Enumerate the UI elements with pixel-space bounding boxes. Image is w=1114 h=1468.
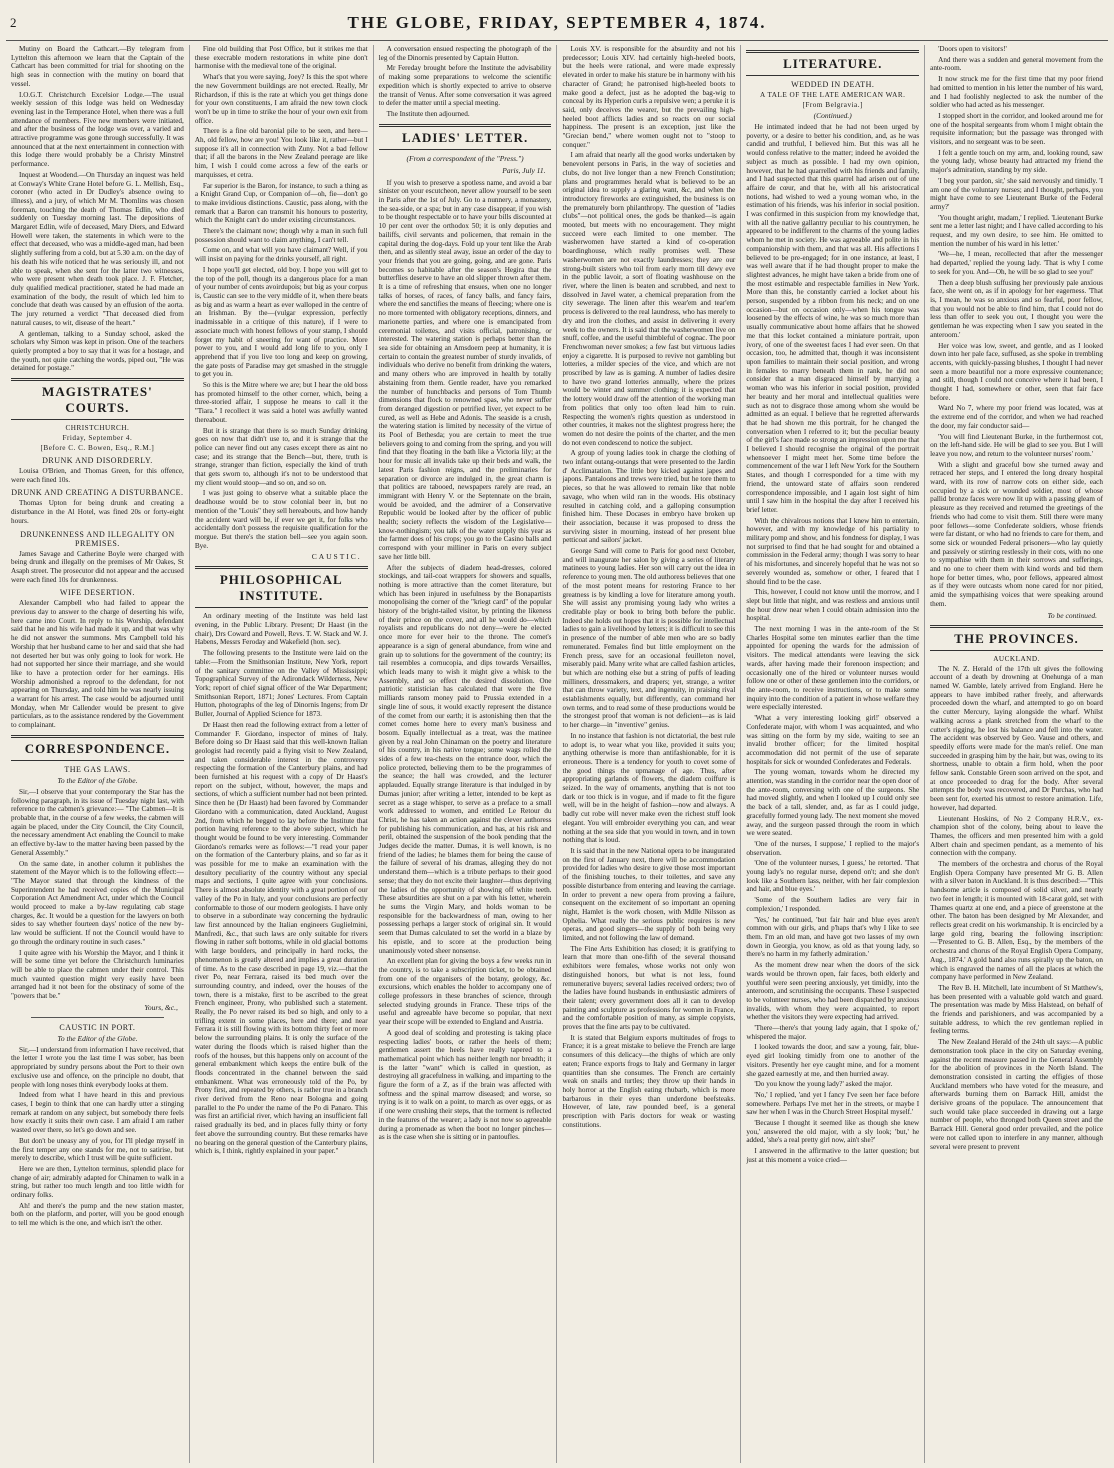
- paragraph: As the moment drew near when the doors of the sick wards would be thrown open, fair faces, both elderly and youthful were seen peering anxiously, yet timidly, into the anteroom, and scrutinising the occupants. These I suspected to be volunteer nurses, who had been dispatched by anxious invalids, with whom they were acquainted, to report whether the visitors they were expecting had arrived.: [746, 961, 920, 1022]
- masthead: [6, 6, 1108, 41]
- paragraph: The Institute then adjourned.: [386, 109, 470, 118]
- paragraph: 'Because I thought it seemed like as though she knew you,' answered the old major, with a sly look; 'but,' he added, 'she's a real pretty girl now, ain't she?': [746, 1119, 920, 1145]
- column-3: [374, 45, 558, 1463]
- paragraph: The Rev B. H. Mitchell, late incumbent of St Matthew's, has been presented with a valuable gold watch and guard. The presentation was made by Miss Halstead, on behalf of the friends and parishioners, and was accompanied by a suitable address, to which the rev gentleman replied in feeling terms.: [930, 983, 1103, 1036]
- paragraph: Here we are then, Lyttelton terminus, splendid place for change of air; admirably adapted for Chinamen to walk in a string, but rather too much length and too little width for ordinary folks.: [11, 1164, 184, 1200]
- paragraph: Come on, and what will you have claimant? Well, if you will insist on paying for the drinks yourself, all right.: [194, 246, 368, 264]
- paragraph: The N. Z. Herald of the 17th ult gives the following account of a death by drowning at Onehunga of a man named W. Gamble, lately arrived from England. Here he appears to have imbibed rather freely, and afterwards proceeded down the wharf, and attempted to go on board the cutter Mercury, laying alongside the wharf. Whilst walking across a plank stretched from the wharf to the cutter's rigging, he lost his balance and fell into the water. The accident was observed by Geo. Vause and others, and speedily efforts were made for the man's relief. One man succeeded in grasping him by the hair, but was, owing to its shortness, unable to obtain a firm hold, when the poor fellow sank. Constable Green soon arrived on the spot, and at once proceeded to drag for the body. After several attempts the body was recovered, and Dr Purchas, who had been sent for, exerted his utmost to restore animation. Life, however, had departed.: [930, 664, 1103, 812]
- paragraph: Dr Haast then read the following extract from a letter of Commander F. Giordano, inspector of mines of Italy. Before doing so Dr Haast said that this well-known Italian geologist had recently paid a flying visit to New Zealand, and taken considerable interest in the controversy respecting the formation of the Canterbury plains, and had been furnished at his request with a copy of Dr Haast's report on the subject, without, however, the maps and sections, of which a sufficient number had not been printed. Since then he (Dr Haast) had been favored by Commander Giordano with a communication, dated Auckland, August 2nd, from which he begged to lay before the Institute that portion having reference to the above subject, which he thought would be found to be very interesting. Commander Giordano's remarks were as follows:—"I read your paper on the formation of the Canterbury plains, and so far as it was possible for me to make an examination with the desultory peculiarity of the country without any special maps and sections, I quite agree with your conclusions. There is almost absolute identity with a great portion of our valley of the Po in Italy, and your conclusions are perfectly conformable to those of our modern geologists. I have only to observe in a subordinate way concerning the hydraulic law first announced by the Italian engineers Guglielmini, Manfredi, &c., that such laws are only suitable for rivers flowing in rather soft bottoms, while in old glacial bottoms with large boulders, and principally in hard rocks, the phenomenon is greatly altered and implies a great duration of time. As to the case described in page 19, viz.—that the river Po, near Ferrara, raised its bed much over the surrounding country, and indeed, over the houses of the town, there is a mistake, first to be ascribed to the great French engineer, Prony, who published such a statement. Really, the Po never raised its bed so high, and only to a trifling extent in some places, here and there; and near Ferrara it is still flowing with its bottom thirty feet or more below the surrounding plains. It is only the surface of the water during the floods which is raised higher than the roofs of the houses, but this happens only on account of the general embankment which keeps the entire bulk of the floods concentrated in the channel between the said embankment. What was erroneously told of the Po, by Prony first, and repeated by others, is rather true in a branch river derived from the Reno near Bologna and going parallel to the Po under the name of the Po di Panaro. This was first an artificial river, which having an insufficient fall raised gradually its bed, and in places fully thirty or forty feet above the surrounding country. But these remarks have no bearing on the general question of the Canterbury plains, which is, I think, rightly explained in your paper.": [194, 720, 368, 1156]
- paragraph: I felt a gentle touch on my arm, and, looking round, saw the young lady, whose beauty had attracted my friend the major's admiration, standing by my side.: [930, 148, 1103, 175]
- section-heading: CORRESPONDENCE.: [11, 735, 184, 761]
- paragraph: Far superior is the Baron, for instance, to such a thing as a Knight Grand Cup, or Companion of—oh, fie—don't go to make invidious distinctions. Caustic, pass along, with the remark that a Baron can transmit his honours to posterity, which the Knight can't do under existing circumstances.: [194, 181, 368, 225]
- paragraph: James Savage and Catherine Boyle were charged with being drunk and illegally on the premises of Mr Oakes, St Asaph street. The prosecutor did not appear and the accused were each fined 10s for drunkenness.: [11, 549, 184, 584]
- paragraph: In no instance that fashion is not dictatorial, the best rule to adopt is, to wear what you like, provided it suits you; anything otherwise is more than antifashionable, for it is erroneous. There is a tendency for youth to covet some of the good things the upmanage of age. Thus, after appropriating garlands of flowers, the diadem coiffure is seized. In the way of ornaments, anything that is not too dark or too thick is in vogue, and if made to fit the figure well, will be in the height of fashion—now and always. A badly cut robe will never make even the richest stuff look elegant. You will embroider everything you can, and wear nothing at the sea side that you would in town, and in town nothing that is loud.: [562, 731, 736, 845]
- case-heading: DRUNK AND DISORDERLY.: [42, 456, 153, 466]
- paragraph: What's that you were saying, Joey? Is this the spot where the new Government buildings are not erected. Really, Mr Richardson, if this is the rate at which you get things done for your own constituents, I am afraid the new town clock won't be up in time to strike the hour of your own exit from office.: [194, 73, 368, 125]
- paragraph: This, however, I could not know until the morrow, and I slept but little that night, and was restless and anxious until the hour drew near when I could obtain admission into the hospital.: [746, 588, 920, 623]
- paragraph: George Sand will come to Paris for good next October, and will inaugurate her salon by giving a series of literary matinees to young ladies. Her son will carry out the idea in reference to young men. The old authoress believes that one of the most potent means for restoring France to her greatness is by kindling a love for literature among youth. She will assist any promising young lady who writes a creditable play or book to bring both before the public. Indeed she holds out hopes that it is possible for intellectual ladies to gain a livelihood by letters; it is difficult to see this in presence of the number of able men who are so badly remunerated. Females find but little employment on the French press, save for an occasional feuilleton novel, miserably paid. Many write what are called fashion articles, but which are nothing else but a string of puffs of leading milliners, dressmakers, and drapers; yet, strange, a writer that can throw variety, text, and ingenuity, in praising rival establishments equally, but differently, can command her own terms, and to read some of these productions would be the strongest proof that woman is not deficient—as is laid to her charge—in "inventive" genius.: [562, 547, 736, 730]
- section-heading: THE PROVINCES.: [930, 625, 1103, 651]
- story-source: [From Belgravia.]: [802, 101, 863, 109]
- paragraph: Thomas Upton for being drunk and creating a disturbance in the Al Hotel, was fined 20s or forty-eight hours.: [11, 499, 184, 525]
- paragraph: Ward No 7, where my poor friend was located, was at the extreme end of the corridor, and when we had reached the door, my fair conductor said—: [930, 404, 1103, 430]
- story-continued: (Continued.): [813, 111, 852, 120]
- story-subtitle: A TALE OF THE LATE AMERICAN WAR.: [760, 91, 906, 99]
- paragraph: Then a deep blush suffusing her previously pale anxious face, she went on, as if in apology for her eagerness. 'That is, I mean, he was so anxious and so fearful, poor fellow, that you would not be able to find him, that I could not do less than offer to seek you out, I thought you were the gentleman he was expecting when I saw you seated in the anteroom.': [930, 278, 1103, 339]
- paragraph: After the subjects of diadem head-dresses, colored stockings, and tail-coat wrappers for showers and squalls, nothing is more attractive than the comet literature, but which has been injured in usefulness by the Bonapartists monopolising the corner of the "kriegt card" of the popular history of the bright-tailed visitor, by printing the likeness of their prince on the cover, and all he would do—which royalists and republicans do not deny—were he elected once more for ever heir to the throne. The comet's appearance is a sign of general abundance, from wine and grain up to solutions for the government of the country; its tail resembles a cornucopia, and dips towards Versailles, which leads many to wish it might give a whisk to the Assembly, and so effect the desired dissolution. One patriotic statistician has calculated that were the five milliards ransom money paid to Prussia extended in a single line of sous, it would exactly represent the distance of the comet from our earth; it is astonishing then that the comet comes home here to every man's business and bosom. Equally intellectual as a treat, was the matinee given by a real John Chinaman on the poetry and literature of his country, in his native tongue; some wags rolled the sides of a few tea-chests on the entrance door, which the police protected, believing them to be the programmes of the seance; the hall was crowded, and the lecturer applauded. Equally strange literature is that indulged in by Dumas junior; after writing a letter, intended to be kept as secret as a stage whisper, to serve as a preface to a small work addressed to women, and entitled Le Retour du Christ, he has taken an action against the clever authoress for publishing his communication, and has, at his risk and peril, obtained the suspension of the book pending that the Judges decide the matter. Dumas, it is well known, is no friend of the ladies; he blames them for being the cause of the failure of several of his dramas, alleging they do not understand them—which is a tribute perhaps to their good sense; that they do not excite their laughter—thus depriving the ladies of the opportunity of showing off white teeth. These absurdities are shut on a par with his letter, wherein he sums the Virgin Mary, and holds woman to be responsible for the backwardness of man, owing to her possessing perhaps a larger stock of original sin. It would seem that Dumas calculated to set the world in a blaze by his epistle, and to score at the production being unanimously voted sheer nonsense.: [378, 563, 552, 955]
- paragraph: An ordinary meeting of the Institute was held last evening, in the Public Library. Present; Dr Haast (in the chair), Drs Coward and Powell, Revs. T. W. Stack and W. J. Habens, Messrs Feroday and Wakefield (hon. sec).: [194, 612, 368, 647]
- paragraph: 'Doors open to visitors!': [938, 45, 1007, 53]
- column-5: [741, 45, 925, 1463]
- case-heading: DRUNKENNESS AND ILLEGALITY ON PREMISES.: [20, 529, 175, 548]
- paragraph: Indeed from what I have heard in this and previous cases, I begin to think that one can hardly utter a stinging remark at random on any subject, but somebody there feels how exactly it suits their own case. I am afraid I am rather wasted over there, so let's go down and see.: [11, 1091, 184, 1135]
- column-6: [925, 45, 1108, 1463]
- paragraph: The Fine Arts Exhibition has closed; it is gratifying to learn that more than one-fifth of the several thousand exhibitors were females, whose works not only won distinguished honors, but what is not less, found remunerative buyers; several ladies received orders; two of the ladies have found husbands in enthusiastic admirers of their talent; every government does all it can to develop painting and sculpture as professions for women in France, and the comfortable position of many, as simple copyists, proves that the fine arts pay to be cultivated.: [562, 944, 736, 1032]
- letter-title: CAUSTIC IN PORT.: [59, 1022, 136, 1032]
- paragraph: 'One of the volunteer nurses, I guess,' he retorted. 'That young lady's no regular nurse, depend on't; and she don't look like a Southern lass, neither, with her fair complexion and hair, and blue eyes.': [746, 859, 920, 894]
- paragraph: So this is the Mitre where we are; but I hear the old boss has promoted himself to the other corner, which, being a three-storied affair, I suppose he means to call it the "Tiara." I recollect it was said a hotel was awfully wanted thereabout.: [194, 381, 368, 424]
- paragraph: 'You will find Lieutenant Burke, in the furthermost cot, on the left-hand side. He will be glad to see you. But I will leave you now, and return to the volunteer nurses' room.': [930, 432, 1103, 458]
- story-continued: To be continued.: [1047, 610, 1097, 620]
- paragraph: On the same date, in another column it publishes the statement of the Mayor which is to the following effect:— "The Mayor stated that through the kindness of the Superintendent he had received copies of the Municipal Corporation Act Amendment Act, under which the Council would proceed to make a by-law regulating cab stage charges, &c. It would be a question for the lawyers on both sides to say whether fourteen days' notice of the new by-law would be sufficient. If not the Council would have to go through the ordinary routine in such cases.": [11, 859, 184, 946]
- province-name: AUCKLAND.: [993, 654, 1040, 663]
- paragraph: 'No,' I replied, 'and yet I fancy I've seen her face before somewhere. Perhaps I've met her in the streets, or maybe I saw her when I was in the Church Street Hospital myself.': [746, 1090, 920, 1117]
- paragraph: Louis XV. is responsible for the absurdity and not his predecessor; Louis XIV. had certainly high-heeled boots, but the heels were rational, and were made expressly elevated in order to make his stature be in harmony with his character of Grand; he patronised high-heeled boots to make good a defect, just as he adopted the bag-wig to conceal by its Hyperion curls a repulsive wen; a peruke it is said, only deceives the wearer, but the prevailing high-heeled boot afflicts ladies and so reacts on our social happiness. The present is an exception, just like the "Grecian bend," where women ought not to "stoop to conquer.": [562, 45, 736, 149]
- paragraph: It now struck me for the first time that my poor friend had omitted to mention in his letter the number of his ward, and I had foolishly neglected to ask the number of the soldier who had acted as his messenger.: [930, 75, 1103, 110]
- section-heading: PHILOSOPHICAL INSTITUTE.: [195, 566, 368, 608]
- letter-salutation: To the Editor of the Globe.: [57, 1033, 138, 1043]
- story-title: WEDDED IN DEATH.: [791, 80, 875, 89]
- column-1: [6, 45, 190, 1463]
- court-date: Friday, September 4.: [62, 434, 133, 443]
- dateline: Paris, July 11.: [502, 165, 546, 175]
- paragraph: 'What a very interesting looking girl!' observed a Confederate major, with whom I was acquainted, and who was sitting on the form by my side, waiting to see an invalid brother officer; for the limited hospital accommodation did not permit of the use of separate hospitals for sick or wounded Confederates and Federals.: [746, 714, 920, 766]
- paragraph: The members of the orchestra and chorus of the Royal English Opera Company have presented Mr G. B. Allen with a silver baton in Auckland. It is thus described:—"This handsome article is composed of solid silver, and nearly two feet in length; it is mounted with 18-carat gold, set with Thames quartz at one end, and a piece of greenstone at the other. The baton has been designed by Mr Alexander, and reflects great credit on his workmanship. It is encircled by a large gold ring, bearing the following inscription:—'Presented to G. B. Allen, Esq., by the members of the orchestra and chorus of the Royal English Opera Company, Aug., 1874.' A gold band also runs spirally up the baton, on which is engraved the names of all the places at which the company have performed in New Zealand.: [930, 860, 1103, 982]
- paragraph: I was just going to observe what a suitable place the deadhouse would be to stow colonial beer in, but no mention of the "Louis" they sell hereabouts, and how handy the accident ward will be, if ever we get it, for folks who accidentally don't possess the requisite qualification for the morgue. But there's the station bell—see you again soon. Bye.: [194, 489, 368, 550]
- court-bench: [Before C. C. Bowen, Esq., R.M.]: [40, 444, 155, 453]
- paragraph: With the chivalrous notions that I knew him to entertain, however, and with my knowledge of his partiality to military pomp and show, and his fondness for display, I was not surprised to find that he had sought for and obtained a commission in the Federal army; though I was sorry to hear of his misfortunes, and sincerely hopeful that he was not so severely wounded as, somehow or other, I feared that I should find to be the case.: [746, 516, 920, 586]
- paragraph: It is stated that Belgium exports multitudes of frogs to France; it is a great mistake to believe the French are large consumers of this delicacy—the thighs of which are only eaten; France exports frogs to Italy and Germany in larger quantities than she consumes. The French are certainly weak on snails and turtles; they throw up their hands in holy horror at the English eating rhubarb, which is more barbarous in their eyes than underdone beefsteaks. However, of late, raw pounded beef, is a general prescription with Paris doctors for weak or wasting constitutions.: [562, 1033, 736, 1129]
- section-heading: LITERATURE.: [746, 50, 919, 76]
- paragraph: A conversation ensued respecting the photograph of the leg of the Dinornis presented by Captain Hutton.: [378, 45, 552, 62]
- paragraph: I hope you'll get elected, old boy. I hope you will get to the top of the poll, though its a dangerous place for a man of your number of cents avoirdupois; but big as your corpus is, Caustic can see to the very middle of it, when there beats as big and as warm a heart as ever walloped in the centre of an Irishman. By the—(vulgar expression, perfectly inadmissable in a critique of this nature), if I were to associate much with honest fellows of your stamp, I should forget my habit of sneering for want of practice. More power to you, and I would add long life to you, only I apprehend that if you live too long and keep on growing, the gate posts of Paradise may get smashed in the struggle to get you in.: [194, 265, 368, 379]
- paragraph: Ah! and there's the pump and the new station master, both on the platform, and porter, will you be good enough to tell me which is the one, and which isn't the other.: [11, 1201, 184, 1228]
- author-signoff: CAUSTIC.: [311, 552, 362, 562]
- paragraph: Mr Fereday brought before the Institute the advisability of making some preparations to welcome the scientific expedition which is shortly expected to arrive to observe the transit of Venus. After some conversation it was agreed to defer the matter until a special meeting.: [378, 64, 552, 108]
- paragraph: But it is strange that there is so much Sunday drinking goes on now that didn't use to, and it is strange that the police can never find out any cases except there as aint no case; and its strange that the Bench—but, there, truth is strange, stranger than fiction, especially the kind of truth that gets sworn to, although it's not to be understood that my client would stoop—and so on, and so on.: [194, 426, 368, 487]
- paragraph: The New Zealand Herald of the 24th ult says:—A public demonstration took place in the city on Saturday evening, against the recent measure passed in the General Assembly for the abolition of provinces in the North Island. The demonstration consisted in carting the effigies of those Auckland members who have voted for the measure, and afterwards burning them on Barrack Hill, amidst the derisive groans of the populace. The announcement that such would take place succeeded in drawing out a large number of people, who thronged both Queen street and the Barrack Hill. General good order prevailed, and the police were not called upon to interfere in any manner, although several were present to prevent: [930, 1038, 1103, 1151]
- paragraph: Louisa O'Brien, and Thomas Green, for this offence, were each fined 10s.: [11, 467, 184, 484]
- paragraph: 'We—he, I mean, recollected that after the messenger had departed,' replied the young lady. 'That is why I come to seek for you. And—Oh, he will be so glad to see you!': [930, 250, 1103, 276]
- newspaper-title: THE GLOBE, FRIDAY, SEPTEMBER 4, 1874.: [347, 13, 767, 32]
- section-heading: MAGISTRATES' COURTS.: [11, 378, 184, 420]
- paragraph: An excellent plan for giving the boys a few weeks run in the country, is to take a subscription ticket, to be obtained from one of the organisers of the botany, geology, &c. excursions, which enables the holder to accompany one of college professors in these branches of science, through selected studying grounds in France. These trips of the useful and agreeable have become so popular, that next year their scope will be extended to England and Austria.: [378, 957, 552, 1027]
- letter-salutation: To the Editor of the Globe.: [57, 775, 138, 785]
- paragraph: But don't be uneasy any of you, for I'll pledge myself in the first temper any one stands for me, not to satirise, but merely to describe, which I trust will be quite sufficient.: [11, 1136, 184, 1163]
- paragraph: Sir,—I understand from information I have received, that the letter I wrote you the last time I was sober, has been appropriated by sundry persons about the Port to their own exclusive use and offence, on the principle no doubt, that people with long noses think everybody looks at them.: [11, 1045, 184, 1089]
- columns: [6, 45, 1108, 1463]
- paragraph: If you wish to preserve a spotless name, and avoid a bar sinister on your escutcheon, never allow yourself to be seen in Paris after the 1st of July. Go to a nunnery, a monastery, the sea-side, or a spa; but in any case disappear, if you wish to be thought respectable or to have your bills discounted at 10 per cent over the orthodox 50; it is only deputies and bailiffs, civil servants and policemen, that remain in the capital during the dog-days. Fold up your tent like the Arab then, and as silently steal away, issue an order of the day to your friends that you are going, going, and are gone. Paris becomes so habitable after the season's Hegira that the butterflies deserve to have an old slipper thrown after them. It is a time of refreshing that ensues, when one no longer talks of horses, of races, of fancy balls, and fancy fairs, where the end sanctifies the means of fleecing; where one is no more tormented with obligatory receptions, dinners, and marionette parties, and where one is emancipated from ceremonial toilettes, and visits official, patronising, or interested. The watering station is perhaps better than the sea side for obtaining an Amsdoem peep at humanity, it is certain to contain the greatest number of sturdy invalids, of individuals who derive no benefit from drinking the waters, and many others who are improved in health by totally abstaining from them. Gentle reader, have you remarked the number of hunchbacks and persons of Tom Thumb dimensions that flock to renowned spas, who never suffer from deranged digestion or petrified liver, yet expect to be cured, as well as Hebe and Adonis. The seaside is a crush, the watering station is limited by necessity of the virtue of its Pool of Bethesda; you are certain to meet the true believers going to and coming from the spring, and you will find that they floating in the bath like a Victoria lily; at the hour for music all invalids take up their beds and walk, the latest Paris fashion reigns, and the preliminaries for separation or divorce are indulged in, the great charm is that politics are tabooed, newspapers rarely are read, an immigrant with Henry V. or the Septennate on the brain, would be avoided, and the admirer of a Conservative Republic would be looked after by the officer of public health; society reflects the wisdom of the Legislative—know-nothingism; you talk of the water supply this year as the farmer does of his crops; you go to the Casino balls and correspond with your milliner in Paris on every subject save her little bill.: [378, 178, 552, 561]
- letter-signoff: Yours, &c.,: [144, 1002, 178, 1012]
- paragraph: Fine old building that Post Office, but it strikes me that these execrable modern restorations in white pine don't harmonise with the medieval tone of the original.: [194, 45, 368, 71]
- paragraph: The following presents to the Institute were laid on the table:—From the Smithsonian Institute, New York, report of the sanitary committee on the Valley of Mississippi; Topographical Survey of the Adirondack Wilderness, New York; report of chief signal officer of the War Department; Smithsonian Report, 1871; Jones' Lectures. From Captain Hutton, photographs of the leg of Dinornis Ingens; from Dr Buller, Journal of Applied Science for 1873.: [194, 649, 368, 719]
- case-heading: DRUNK AND CREATING A DISTURBANCE.: [11, 488, 184, 498]
- section-heading: LADIES' LETTER.: [379, 124, 552, 150]
- paragraph: With a slight and graceful bow she turned away and retraced her steps, and I entered the long dreary hospital ward, with its row of narrow cots on either side, each occupied by a sick or wounded soldier, most of whose pallid bronze faces were now lit up with a passing gleam of pleasure as they received and returned the greetings of the friends who had come to visit them. Still there were many poor fellows—some Confederate soldiers, whose friends were far distant, or who had no friends to care for them, and some sick or wounded Federal prisoners—who lay quietly and passively or stirring restlessly in their cots, with no one to sympathise with them in their sorrows and sufferings, and no one to cheer them with kind words and bid them hope for better times, who, poor fellows, appeared almost as if they were outcasts whom none cared for nor pitied, amid the sympathising voices that were speaking around them.: [930, 460, 1103, 608]
- paragraph: The next morning I was in the ante-room of the St Charles Hospital some ten minutes earlier than the time appointed for opening the wards for the admission of visitors. The medical attendants were leaving the sick wards, after having made their forenoon inspection; and occasionally one of the hired or volunteer nurses would follow one or other of these gentlemen into the corridors, or the ante-room, to receive instructions, or to make some inquiry into the condition of a patient in whose welfare they were especially interested.: [746, 625, 920, 712]
- section-subheading: (From a correspondent of the "Press."): [406, 153, 524, 163]
- paragraph: Mutiny on Board the Cathcart.—By telegram from Lyttelton this afternoon we learn that the Captain of the Cathcart has been committed for trial for shooting on the high seas in connection with the mutiny on board that vessel.: [11, 45, 184, 88]
- paragraph: Inquest at Woodend.—On Thursday an inquest was held at Conway's White Crane Hotel before G. L. Mellish, Esq., coroner (who acted in Dr Dudley's absence owing to illness), and a jury, of which Mr M. Thomlins was chosen foreman, touching the death of Thomas Edlin, who died suddenly on Tuesday morning last. The depositions of Margaret Edlin, wife of deceased, Mary Diers, and Edward Howell were taken, the statements in which were to the effect that deceased, who was a middle-aged man, had been slightly suffering from a cold, but at 5.30 a.m. on the day of his death his wife noticed that he was seriously ill, and not able to speak, when she sent for the latter two witnesses, who were present when death took place. J. F. Fletcher, duly qualified medical practitioner, stated he had made an examination of the body, the result of which led him to conclude that death was caused by an effusion of the aorta. The jury returned a verdict "That deceased died from natural causes, to wit, disease of the heart.": [11, 170, 184, 327]
- paragraph: And there was a sudden and general movement from the ante-room.: [930, 55, 1103, 73]
- paragraph: 'Some of the Southern ladies are very fair in complexion,' I responded.: [746, 896, 920, 913]
- paragraph: 'Do you know the young lady?' asked the major.: [754, 1080, 893, 1089]
- column-2: [190, 45, 374, 1463]
- paragraph: There's the claimant now; though why a man in such full possession should want to claim anything, I can't tell.: [194, 227, 368, 244]
- paragraph: I looked towards the door, and saw a young, fair, blue-eyed girl looking timidly from one to another of the visitors. Presently her eye caught mine, and for a moment she gazed earnestly at me, and then hurried away.: [746, 1043, 920, 1078]
- paragraph: Her voice was low, sweet, and gentle, and as I looked down into her pale face, suffused, as she spoke in trembling accents, with quickly-passing blushes, I thought I had never seen a more beautiful nor a more expressive countenance; and still, though I could not conceive where it had been, I thought I had, somewhere or other, seen that fair face before.: [930, 341, 1103, 402]
- paragraph: I answered in the affirmative to the latter question; but just at this moment a voice cried—: [746, 1147, 920, 1164]
- paragraph: Alexander Campbell who had failed to appear the previous day to answer to the charge of deserting his wife, here came into Court. In reply to his Worship, defendant said that he and his wife had made it up, and that was why he did not answer the summons. Mrs Campbell told his Worship that her husband came to her and said that she had not deserted her but was only going to look for work. He had not supported her since their marriage, and she would like to have a protection order for her earnings. His Worship admonished a reproof to the defendant, for not appearing on Thursday, and told him he was nearly issuing a warrant for his arrest. The case would be adjourned until Monday, when Mr Callender would be present to give particulars, as to the assistance rendered by the Government to complainant.: [11, 599, 184, 730]
- paragraph: A gentleman, talking to a Sunday school, asked the scholars why Simon was kept in prison. One of the teachers quietly prompted a boy to say that it was for a hostage, and the youth, not quite catching the words, piped out, "He was detained for postage.": [11, 329, 184, 373]
- paragraph: There is a fine old baronial pile to be seen, and here— Ah, old fellow, how are you! You look like it, rather—but I suppose it's all in connection with Zuny. Not a bad fellow that; if all the barons in the New Zealand peerage are like him, I wish I could come across a few of the earls or marquisses, et cetra.: [194, 127, 368, 179]
- paragraph: 'You thought aright, madam,' I replied. 'Lieutenant Burke sent me a letter last night; and I have called according to his request, and my own desire, to see him. He omitted to mention the number of his ward in his letter.': [930, 213, 1103, 248]
- paragraph: I.O.G.T. Christchurch Excelsior Lodge.—The usual weekly session of this lodge was held on Wednesday evening last in the Temperance Hotel, when there was a full attendance of members. Five new members were initiated, and after the business of the lodge was over, a varied and attractive programme was gone through successfully. It was announced that at the next entertainment in connection with this lodge there would probably be a Christy Minstrel performance.: [11, 90, 184, 169]
- paragraph: 'I beg your pardon, sir,' she said nervously and timidly. 'I am one of the voluntary nurses; and I thought, perhaps, you might have come to see Lieutenant Burke of the Federal army?': [930, 176, 1103, 211]
- paragraph: A group of young ladies took in charge the clothing of two infant outang-outangs that were presented to the Jardin d' Acclimatation. The little boy kicked against japes and japons. Pantaloons and trews were tried, but he tore them to pieces, so that he was allowed to remain like that noble savage, who when wild ran in the woods. His obstinacy resulted in catching cold, and a galloping consumption finished him. These Docases in embryo have broken up their association, because it was proposed to dress the surviving sister in mourning, instead of her present blue petticoat and sailors' jacket.: [562, 449, 736, 545]
- case-heading: WIFE DESERTION.: [59, 588, 135, 598]
- paragraph: I quite agree with his Worship the Mayor, and I think it will be some time yet before the Christchurch luminaries will be able to place the cabmen under their control. This much vaunted question might very easily have been arranged had it not been for the obstinacy of some of the "powers that be.": [11, 948, 184, 1001]
- divider: [31, 1017, 164, 1018]
- paragraph: Sir,—I observe that your contemporary the Star has the following paragraph, in its issue of Tuesday night last, with reference to the cabmen's grievance:— "The Cabmen—It is probable that, in the course of a few weeks, the cabmen will again be placed, under the City Council, the City Council, the necessary amendment Act enabling the Council to make an effective by-law to the matter having been passed by the General Assembly.": [11, 787, 184, 857]
- paragraph: I am afraid that nearly all the good works undertaken by benevolent persons in Paris, in the way of societies and clubs, do not live longer than a new French Constitution; plans and programmes herald what is believed to be an original idea to supply a glaring want, &c, and when the introductory fireworks are extinguished, the business is on the prematurely born philanthropy. The question of "ladies clubs"—not political ones, the gods be thanked—is again mooted, but meets with no encouragement. They might succeed were each limited to one member. The washerwomen have started a kind of co-operation boardinghouse, which really promises well. These washerwomen are not exactly laundresses; they are our strong-built sisters who toil from early morn till dewy eve in the public lavoir, a sort of floating washhouse on the river, where the linen is beaten and scrubbed, and next to dissolved in Javel water, a chemical preparation from the city sewerage. The linen after this wear'em and tear'em process is delivered to the real laundress, who has merely to dry and iron the clothes, and assist in delivering it every week to the owners. It is said that the washerwomen live on snuff, coffee, and the useful thimbleful of cognac. The poor Frenchwoman never smokes; a few fast but virtuous ladies enjoy a cigarette. It is purposed to revive not gambling but lotteries, a milder species of the vice, and which are not proscribed by law as is gaming. A number of ladies desire to have two grand lotteries annually, where the prizes would be winter and summer clothing; it is expected that the lottery would draw off the attention of the working man from politics that only too often lead him to ruin. Respecting the women's rights question as understood in other countries, it makes not the slightest progress here; the women do not desire the points of the charter, and the men do not even condescend to notice the subject.: [562, 151, 736, 447]
- court-place: CHRISTCHURCH.: [65, 424, 130, 433]
- paragraph: He intimated indeed that he had not been urged by poverty, or a desire to better his condition, and, as he was candid and truthful, I believed him. But this was all he would confess relative to the matter; indeed he avoided the subject as much as possible. I had my own opinion, however, that he had quarrelled with his friends and family, and I had suspected that this quarrel had arisen out of une affaire de cœur, and that he, with all his aristocratical notions, had wished to wed a young woman who, in the estimation of his friends, was his inferior in social position. I was confirmed in this suspicion from my knowledge that, with all the native gallantry peculiar to his countrymen, he appeared to be indifferent to the charms of the young ladies whom he met in society. He was agreeable and polite in his companionship with them, and that was all. His affections I believed to be pre-engaged; for in one instance, at least, I was well aware that if he had thought proper to make the slightest advances, he might have taken a bride from one of the most estimable and respectable families in New York. More than this, he constantly carried a locket about his person, suspended by a ribbon from his neck; and on one occasion—but on occasion only—when his tongue was loosened by the effects of wine, he was so much more than usually communicative about home affairs that he showed me that this locket contained a miniature portrait, upon ivory, of one of the sweetest faces I had ever seen. On that occasion, too, he admitted that, though it was inconsistent upon families to maintain their social position, and wrong in females to marry beneath them in rank, he did not consider that a man disgraced himself by marrying a woman who was his inferior in social position, provided her beauty and her moral and intellectual qualities were such as not to disgrace those among whom she would be admitted as an equal. I believe that he regretted afterwards that he had shown me this portrait, for he changed the conversation when I referred to it; but the peculiar beauty of the girl's face made so strong an impression upon me that I believed I should recognise the original of the portrait whensoever I might meet her. Some time before the commencement of the war I left New York for the Southern States, and though I corresponded for a time with my friend, the untoward state of affairs soon rendered correspondence impossible, and I again lost sight of him until I saw him in the hospital the day after I received his brief letter.: [746, 123, 920, 514]
- paragraph: 'One of the nurses, I suppose,' I replied to the major's observation.: [746, 839, 920, 857]
- paragraph: A good deal of scolding and protesting is taking place respecting ladies' boots, or rather the heels of them; gentlemen assert the heels have really tapered to a mathematical point which has neither length nor breadth; it is the latter "want" which is called in question, as destroying all gracefulness in walking, and imparting to the figure the form of a Z, as if the brain was affected with softness and the spinal marrow diseased; and worse, so trying is it to walk on a point, to march as over eggs, or as if one were crushing their steps, that the torment is reflected in the features of the wearer; a lady is not now so agreeable during a promenade as when the boot no longer pinches—as is the case when she is sitting or in pantoufles.: [378, 1028, 552, 1142]
- letter-title: THE GAS LAWS.: [64, 764, 131, 774]
- paragraph: Lieutenant Hoskins, of No 2 Company H.R.V., ex-champion shot of the colony, being about to leave the Thames, the officers and men presented him with a gold Albert chain and specimen pendant, as a memento of his connection with the company.: [930, 814, 1103, 858]
- paragraph: 'There—there's that young lady again, that I spoke of,' whispered the major.: [746, 1024, 920, 1041]
- paragraph: I stopped short in the corridor, and looked around me for one of the hospital sergeants from whom I might obtain the requisite information; but the passage was thronged with visitors, and no sergeant was to be seen.: [930, 111, 1103, 147]
- paragraph: It is said that in the new National opera to be inaugurated on the first of January next, there will be accommodation provided for ladies who desire to give those most important of the finishing touches, to their toilettes, and save any possible disturbance from entering and leaving the carriage. In order to prevent a new opera from proving a failure, consequent on the excitement of so important an opening night, Hamlet is the work chosen, with Mdlle Nilsson as Ophelia. What really the serious public requires is new operas, and good singers—the supply of both being very limited, and not following the law of demand.: [562, 846, 736, 943]
- column-4: [557, 45, 741, 1463]
- paragraph: 'Yes,' he continued, 'but fair hair and blue eyes aren't common with our girls, and p'haps that's why I like to see them. I'm an old man, and have got two lasses of my own down in Georgia, you know, as old as that young lady, so there's no harm in my fatherly admiration.': [746, 915, 920, 959]
- paragraph: The young woman, towards whom he directed my attention, was standing in the corridor near the open door of the ante-room, conversing with one of the surgeons. She had moved slightly, and when I looked up I could only see the back of a tall, slender, and, as far as I could judge, gracefully formed young lady. The next moment she moved away, and the surgeon passed through the room in which we were seated.: [746, 768, 920, 838]
- page-number: 2: [10, 15, 17, 30]
